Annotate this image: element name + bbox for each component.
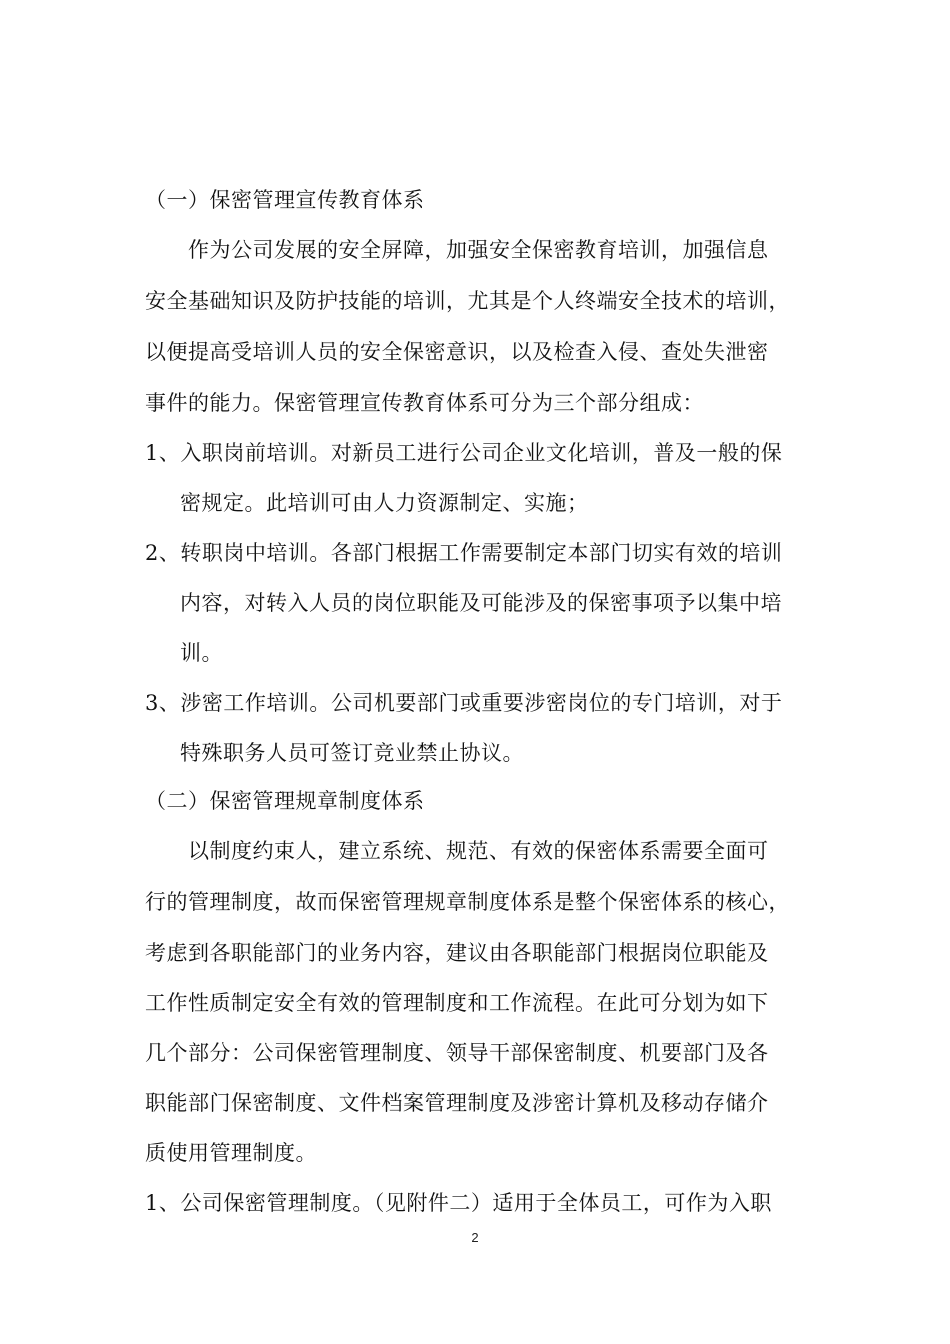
paragraph-line: 行的管理制度，故而保密管理规章制度体系是整个保密体系的核心， [145,890,790,914]
list-item-1: 1、公司保密管理制度。（见附件二）适用于全体员工，可作为入职 [145,1191,772,1215]
section-heading-1: （一）保密管理宣传教育体系 [145,188,425,212]
list-item-3: 3、涉密工作培训。公司机要部门或重要涉密岗位的专门培训，对于 [145,691,783,715]
paragraph-line: 事件的能力。保密管理宣传教育体系可分为三个部分组成： [145,391,704,415]
page-number: 2 [471,1230,479,1245]
paragraph-line: 几个部分：公司保密管理制度、领导干部保密制度、机要部门及各 [145,1041,769,1065]
paragraph-line: 考虑到各职能部门的业务内容，建议由各职能部门根据岗位职能及 [145,941,769,965]
paragraph-line: 以制度约束人，建立系统、规范、有效的保密体系需要全面可 [188,839,769,863]
section-heading-2: （二）保密管理规章制度体系 [145,789,425,813]
list-item-continuation: 训。 [180,641,223,665]
list-item-continuation: 内容，对转入人员的岗位职能及可能涉及的保密事项予以集中培 [180,591,782,615]
paragraph-line: 作为公司发展的安全屏障，加强安全保密教育培训，加强信息 [188,238,769,262]
list-item-continuation: 特殊职务人员可签订竞业禁止协议。 [180,741,524,765]
list-item-continuation: 密规定。此培训可由人力资源制定、实施； [180,491,589,515]
paragraph-line: 安全基础知识及防护技能的培训，尤其是个人终端安全技术的培训， [145,289,790,313]
paragraph-line: 职能部门保密制度、文件档案管理制度及涉密计算机及移动存储介 [145,1091,769,1115]
list-item-2: 2、转职岗中培训。各部门根据工作需要制定本部门切实有效的培训 [145,541,783,565]
list-item-1: 1、入职岗前培训。对新员工进行公司企业文化培训，普及一般的保 [145,441,783,465]
paragraph-line: 以便提高受培训人员的安全保密意识，以及检查入侵、查处失泄密 [145,340,769,364]
paragraph-line: 质使用管理制度。 [145,1141,317,1165]
paragraph-line: 工作性质制定安全有效的管理制度和工作流程。在此可分划为如下 [145,991,769,1015]
